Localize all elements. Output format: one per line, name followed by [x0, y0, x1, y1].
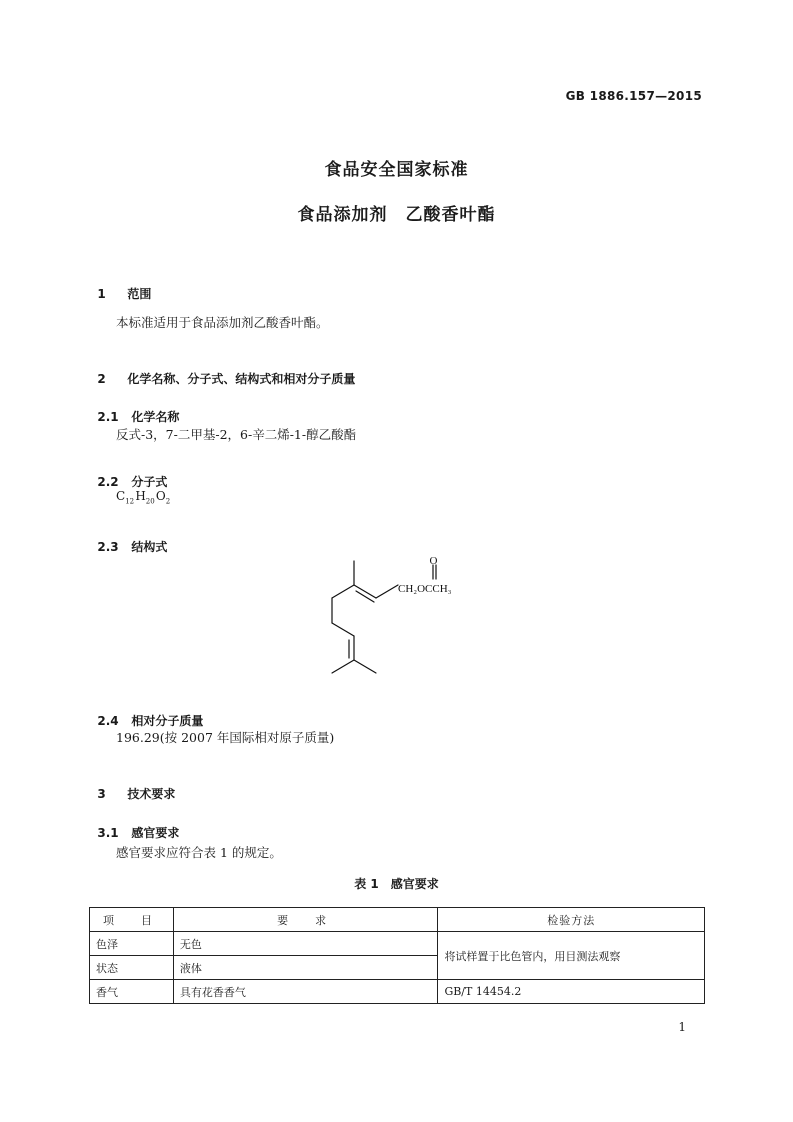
section-title: 分子式 — [131, 475, 168, 489]
section-title: 感官要求 — [131, 826, 180, 840]
section-title: 化学名称 — [131, 410, 180, 424]
section-2-1-heading — [89, 394, 179, 425]
section-3-heading — [89, 771, 175, 802]
section-number: 2.1 — [97, 410, 119, 424]
section-2-2-heading — [89, 459, 167, 490]
header-requirement: 要 求 — [173, 908, 438, 932]
sensory-requirements-table — [89, 907, 705, 1004]
page-number: 1 — [678, 1020, 686, 1034]
row-item: 状态 — [90, 956, 174, 980]
table-header-row — [90, 908, 705, 932]
bond-to-ch2 — [376, 585, 398, 598]
row-requirement: 具有花香香气 — [173, 980, 438, 1004]
section-3-1-heading — [89, 810, 179, 841]
section-2-3-heading — [89, 524, 167, 555]
section-1-heading — [89, 271, 151, 302]
standard-code: GB 1886.157—2015 — [565, 89, 702, 103]
header-item: 项 目 — [90, 908, 174, 932]
section-number: 1 — [97, 287, 106, 301]
table-row — [90, 932, 705, 956]
bond-chain-1 — [332, 585, 354, 598]
section-2-4-heading — [89, 698, 203, 729]
section-number: 3 — [97, 787, 106, 801]
row-requirement: 无色 — [173, 932, 438, 956]
header-method: 检验方法 — [438, 908, 705, 932]
section-title: 范围 — [127, 287, 152, 301]
bond-terminal-left — [332, 660, 354, 673]
section-number: 2.3 — [97, 540, 119, 554]
section-number: 2 — [97, 372, 106, 386]
carbonyl-oxygen: O — [429, 555, 438, 567]
merged-method-cell: 将试样置于比色管内，用目测法观察 — [438, 932, 705, 980]
structural-formula — [328, 552, 478, 686]
section-1-text: 本标准适用于食品添加剂乙酸香叶酯。 — [116, 315, 329, 330]
bond-chain-3 — [332, 623, 354, 636]
document-title: 食品安全国家标准 — [324, 160, 469, 180]
document-subtitle: 食品添加剂 乙酸香叶酯 — [297, 205, 496, 225]
table-caption: 表 1 感官要求 — [354, 877, 439, 891]
section-title: 结构式 — [131, 540, 168, 554]
section-number: 2.2 — [97, 475, 119, 489]
row-requirement: 液体 — [173, 956, 438, 980]
chemical-name: 反式-3，7-二甲基-2，6-辛二烯-1-醇乙酸酯 — [116, 427, 357, 442]
section-2-heading — [89, 356, 355, 387]
section-title: 技术要求 — [127, 787, 176, 801]
row-method: GB/T 14454.2 — [438, 980, 705, 1004]
section-number: 2.4 — [97, 714, 119, 728]
structure-diagram — [328, 552, 478, 682]
section-title: 相对分子质量 — [131, 714, 204, 728]
row-item: 香气 — [90, 980, 174, 1004]
ester-group-label: CH₂OCCH₃ — [398, 583, 452, 595]
row-item: 色泽 — [90, 932, 174, 956]
molecular-weight: 196.29(按 2007 年国际相对原子质量) — [116, 730, 335, 745]
bond-terminal-right — [354, 660, 376, 673]
molecular-formula: $C_{12}$ $H_{20}$ $O_2$ — [116, 489, 171, 506]
table-row — [90, 980, 705, 1004]
bond-double-1b — [356, 591, 374, 602]
section-3-1-text: 感官要求应符合表 1 的规定。 — [116, 845, 282, 860]
section-title: 化学名称、分子式、结构式和相对分子质量 — [127, 372, 356, 386]
section-number: 3.1 — [97, 826, 119, 840]
